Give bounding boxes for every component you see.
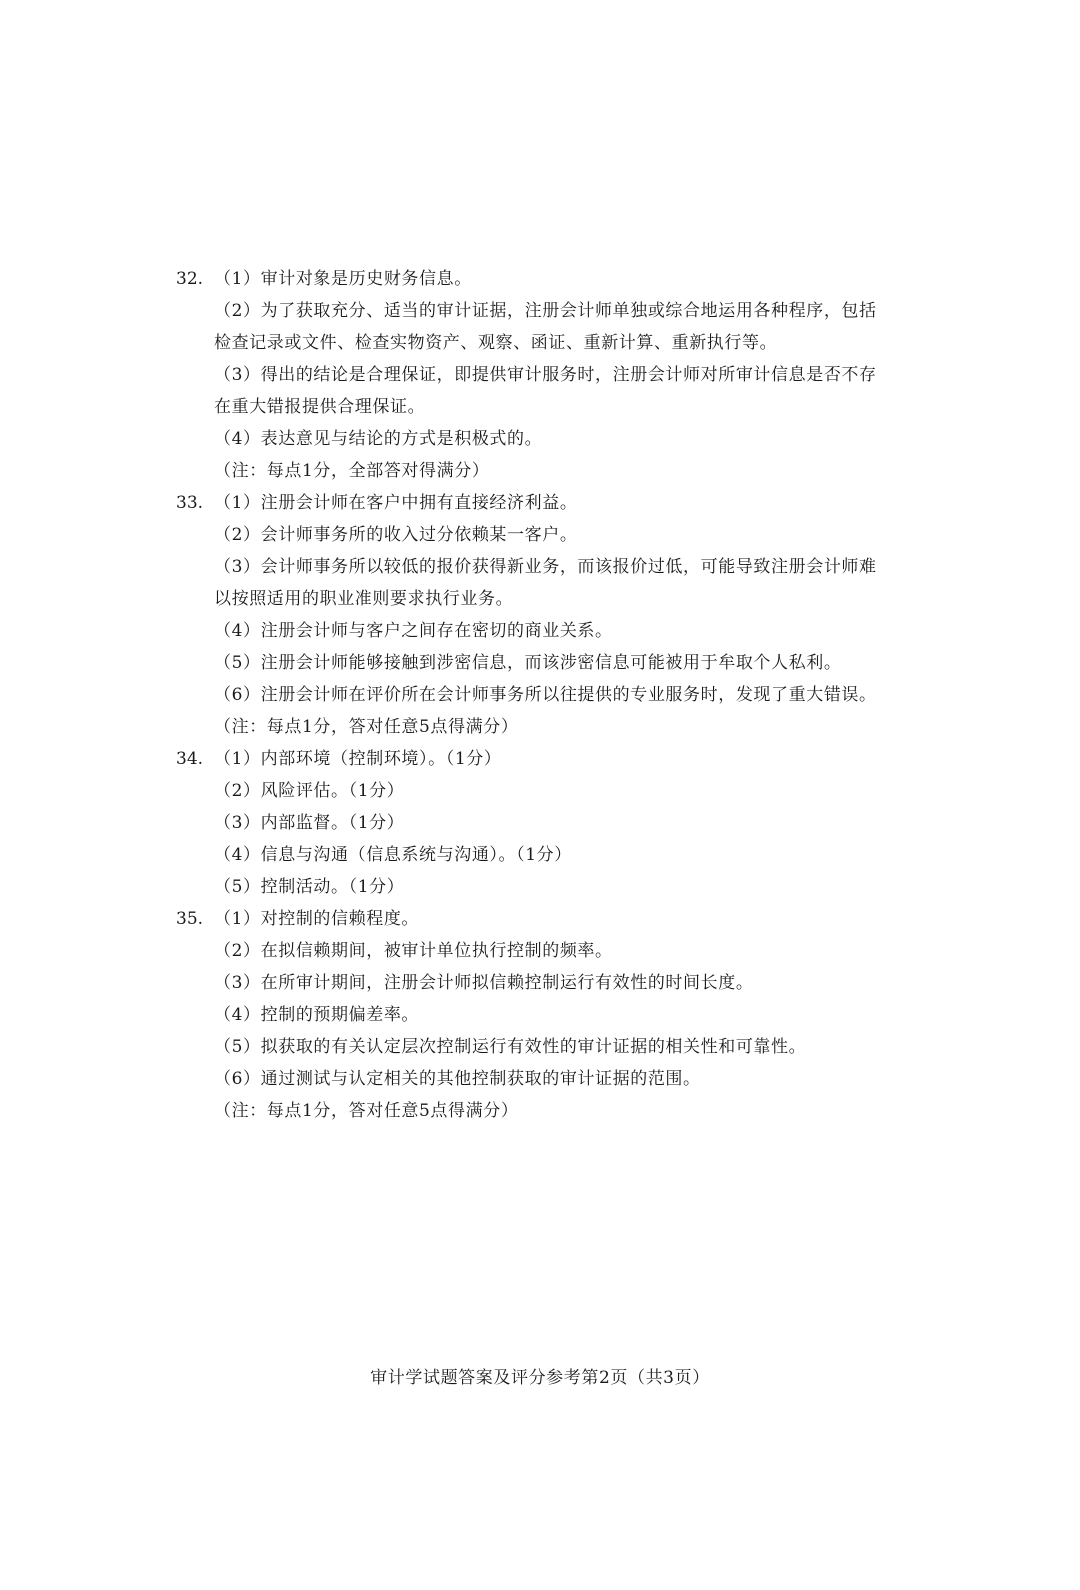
scoring-note: （注：每点1分，全部答对得满分）: [214, 461, 490, 481]
answer-item: （4）控制的预期偏差率。: [214, 1005, 420, 1025]
answer-item: （4）信息与沟通（信息系统与沟通）。（1分）: [214, 845, 572, 865]
answer-item: （1）注册会计师在客户中拥有直接经济利益。: [214, 493, 578, 513]
answer-item: （6）通过测试与认定相关的其他控制获取的审计证据的范围。: [214, 1069, 701, 1089]
scoring-note: （注：每点1分，答对任意5点得满分）: [214, 717, 519, 737]
answer-item: （3）得出的结论是合理保证，即提供审计服务时，注册会计师对所审计信息是否不存在重大错报提供合理保证。: [214, 365, 877, 417]
question-number: 33.: [176, 493, 204, 513]
question-35: [176, 903, 896, 1127]
answer-items: [214, 263, 896, 487]
question-number: 32.: [176, 269, 204, 289]
answer-item: （4）表达意见与结论的方式是积极式的。: [214, 429, 543, 449]
question-34: [176, 743, 896, 903]
answer-item: （1）审计对象是历史财务信息。: [214, 269, 472, 289]
answer-list: [176, 263, 896, 1127]
answer-item: （4）注册会计师与客户之间存在密切的商业关系。: [214, 621, 613, 641]
answer-item: （3）会计师事务所以较低的报价获得新业务，而该报价过低，可能导致注册会计师难以按照适用的职业准则要求执行业务。: [214, 557, 877, 609]
scoring-note: （注：每点1分，答对任意5点得满分）: [214, 1101, 519, 1121]
answer-item: （5）注册会计师能够接触到涉密信息，而该涉密信息可能被用于牟取个人私利。: [214, 653, 842, 673]
answer-item: （6）注册会计师在评价所在会计师事务所以往提供的专业服务时，发现了重大错误。: [214, 685, 877, 705]
answer-item: （5）拟获取的有关认定层次控制运行有效性的审计证据的相关性和可靠性。: [214, 1037, 807, 1057]
question-number: 34.: [176, 749, 204, 769]
answer-item: （2）风险评估。（1分）: [214, 781, 405, 801]
answer-items: [214, 903, 896, 1127]
answer-item: （2）在拟信赖期间，被审计单位执行控制的频率。: [214, 941, 613, 961]
page-footer: 审计学试题答案及评分参考第2页（共3页）: [370, 1368, 710, 1388]
answer-item: （1）对控制的信赖程度。: [214, 909, 420, 929]
question-32: [176, 263, 896, 487]
answer-item: （2）为了获取充分、适当的审计证据，注册会计师单独或综合地运用各种程序，包括检查记录或文件、检查实物资产、观察、函证、重新计算、重新执行等。: [214, 301, 877, 353]
answer-item: （3）在所审计期间，注册会计师拟信赖控制运行有效性的时间长度。: [214, 973, 754, 993]
answer-item: （3）内部监督。（1分）: [214, 813, 405, 833]
answer-items: [214, 487, 896, 743]
question-33: [176, 487, 896, 743]
answer-items: [214, 743, 896, 903]
question-number: 35.: [176, 909, 204, 929]
answer-item: （2）会计师事务所的收入过分依赖某一客户。: [214, 525, 578, 545]
answer-item: （5）控制活动。（1分）: [214, 877, 405, 897]
answer-item: （1）内部环境（控制环境）。（1分）: [214, 749, 502, 769]
